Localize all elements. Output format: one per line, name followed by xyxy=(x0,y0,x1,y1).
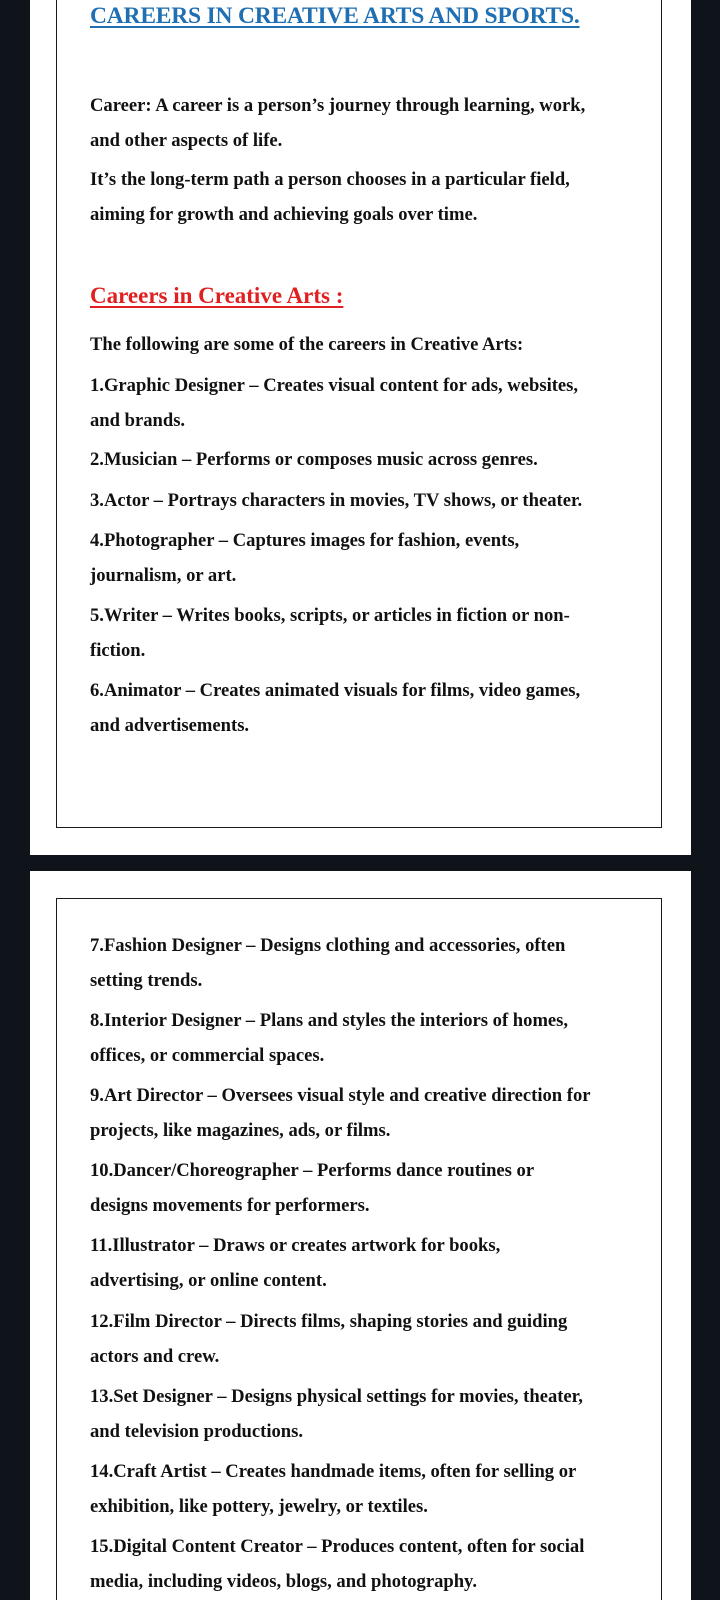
list-item xyxy=(90,673,660,743)
pdf-page-2 xyxy=(30,871,691,1600)
list-item xyxy=(90,928,660,998)
text-line: 6.Animator – Creates animated visuals for films, video games, xyxy=(90,680,581,701)
list-item xyxy=(90,368,660,438)
text-line: 12.Film Director – Directs films, shaping stories and guiding xyxy=(90,1311,568,1332)
pdf-page-1 xyxy=(30,0,691,855)
text-line: and brands. xyxy=(90,410,186,431)
definition-paragraph xyxy=(90,162,660,232)
text-line: 3.Actor – Portrays characters in movies, TV shows, or theater. xyxy=(90,490,583,511)
text-line: journalism, or art. xyxy=(90,565,237,586)
text-line: 2.Musician – Performs or composes music across genres. xyxy=(90,449,538,470)
list-item xyxy=(90,598,660,668)
list-item xyxy=(90,1153,660,1223)
text-line: 9.Art Director – Oversees visual style and creative direction for xyxy=(90,1085,591,1106)
text-line: 7.Fashion Designer – Designs clothing and accessories, often xyxy=(90,935,566,956)
list-item xyxy=(90,483,660,518)
list-item xyxy=(90,1454,660,1524)
text-line: Career: A career is a person’s journey through learning, work, xyxy=(90,95,586,116)
list-item xyxy=(90,1379,660,1449)
text-line: 13.Set Designer – Designs physical settings for movies, theater, xyxy=(90,1386,583,1407)
text-line: fiction. xyxy=(90,640,146,661)
text-line: 1.Graphic Designer – Creates visual content for ads, websites, xyxy=(90,375,579,396)
text-line: 11.Illustrator – Draws or creates artwork for books, xyxy=(90,1235,501,1256)
list-item xyxy=(90,523,660,593)
list-item xyxy=(90,1228,660,1298)
text-line: 15.Digital Content Creator – Produces content, often for social xyxy=(90,1536,585,1557)
text-line: 14.Craft Artist – Creates handmade items, often for selling or xyxy=(90,1461,577,1482)
text-line: setting trends. xyxy=(90,970,203,991)
list-item xyxy=(90,442,660,477)
intro-text: The following are some of the careers in Creative Arts: xyxy=(90,334,524,355)
text-line: and other aspects of life. xyxy=(90,130,283,151)
text-line: media, including videos, blogs, and photography. xyxy=(90,1571,477,1592)
list-item xyxy=(90,1304,660,1374)
text-line: advertising, or online content. xyxy=(90,1270,327,1291)
definition-paragraph xyxy=(90,88,660,158)
text-line: It’s the long-term path a person chooses in a particular field, xyxy=(90,169,570,190)
list-item xyxy=(90,1529,660,1599)
text-line: actors and crew. xyxy=(90,1346,220,1367)
text-line: designs movements for performers. xyxy=(90,1195,370,1216)
text-line: 10.Dancer/Choreographer – Performs dance routines or xyxy=(90,1160,535,1181)
list-item xyxy=(90,1078,660,1148)
document-title: CAREERS IN CREATIVE ARTS AND SPORTS. xyxy=(90,3,580,29)
text-line: 8.Interior Designer – Plans and styles the interiors of homes, xyxy=(90,1010,569,1031)
text-line: 4.Photographer – Captures images for fashion, events, xyxy=(90,530,520,551)
text-line: and television productions. xyxy=(90,1421,304,1442)
text-line: projects, like magazines, ads, or films. xyxy=(90,1120,391,1141)
text-line: 5.Writer – Writes books, scripts, or articles in fiction or non- xyxy=(90,605,570,626)
text-line: exhibition, like pottery, jewelry, or textiles. xyxy=(90,1496,428,1517)
list-item xyxy=(90,1003,660,1073)
text-line: offices, or commercial spaces. xyxy=(90,1045,325,1066)
text-line: and advertisements. xyxy=(90,715,250,736)
section-heading: Careers in Creative Arts : xyxy=(90,283,344,308)
text-line: aiming for growth and achieving goals over time. xyxy=(90,204,478,225)
